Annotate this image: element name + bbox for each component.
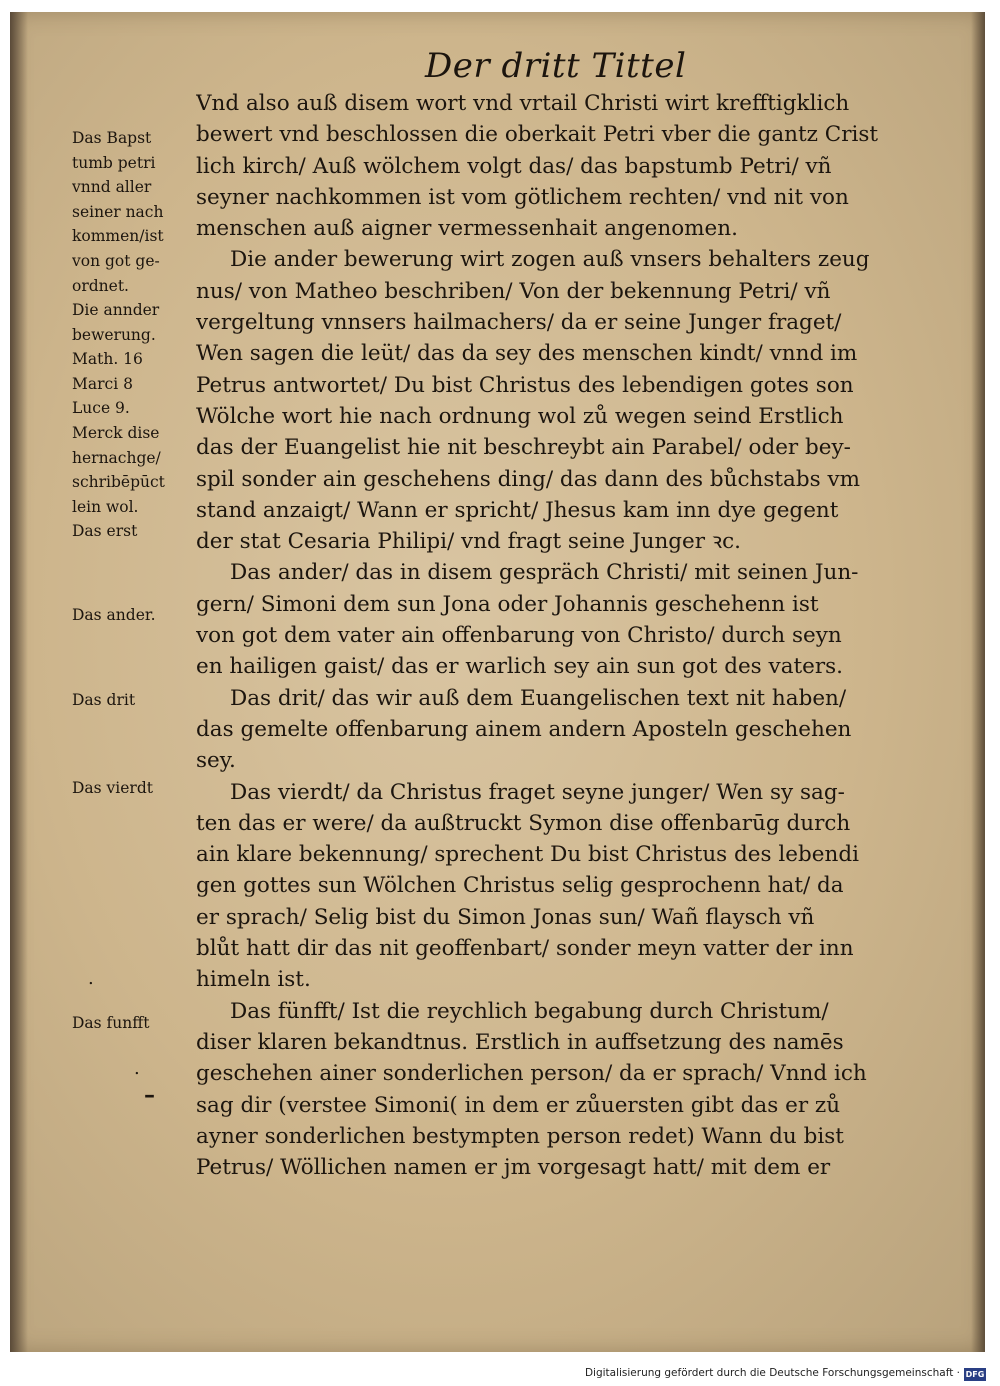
- margin-note-das-erst: [72, 519, 200, 544]
- margin-line: Das drit: [72, 691, 136, 709]
- text-line: ten das er were/ da außtruckt Symon dise offenbarūg durch: [196, 810, 851, 836]
- text-line: Das fünfft/ Ist die reychlich begabung durch Christum/: [230, 998, 829, 1024]
- margin-line: Das funfft: [72, 1014, 150, 1032]
- text-line: nus/ von Matheo beschriben/ Von der bekennung Petri/ vñ: [196, 278, 831, 304]
- text-line: vergeltung vnnsers hailmachers/ da er seine Junger fraget/: [196, 310, 842, 336]
- page-edge-right: [971, 12, 985, 1352]
- margin-line: vnnd aller: [72, 178, 152, 197]
- margin-line: seiner nach: [72, 202, 164, 221]
- margin-line: schribēpūct: [72, 473, 165, 492]
- margin-line: Math. 16: [72, 350, 143, 369]
- text-line: ain klare bekennung/ sprechent Du bist Christus des lebendi: [196, 842, 859, 868]
- text-line: Die ander bewerung wirt zogen auß vnsers behalters zeug: [230, 247, 870, 273]
- text-line: lich kirch/ Auß wölchem volgt das/ das bapstumb Petri/ vñ: [196, 153, 832, 179]
- text-line: blůt hatt dir das nit geoffenbart/ sonder meyn vatter der inn: [196, 936, 854, 962]
- margin-line: Das vierdt: [72, 779, 153, 797]
- margin-note-das-drit: [72, 688, 200, 713]
- text-line: spil sonder ain geschehens ding/ das dann des bůchstabs vm: [196, 466, 860, 492]
- margin-line: Merck dise: [72, 424, 160, 442]
- text-line: Das ander/ das in disem gespräch Christi/ mit seinen Jun-: [230, 560, 859, 586]
- text-line: von got dem vater ain offenbarung von Christo/ durch seyn: [196, 623, 842, 649]
- text-line: en hailigen gaist/ das er warlich sey ain sun got des vaters.: [196, 654, 844, 680]
- binding-shadow-left: [10, 12, 28, 1352]
- footer-bar: [0, 1364, 1000, 1386]
- margin-note-das-vierdt: [72, 776, 200, 801]
- text-line: bewert vnd beschlossen die oberkait Petri vber die gantz Crist: [196, 122, 879, 148]
- text-line: Wölche wort hie nach ordnung wol zů wegen seind Erstlich: [196, 403, 844, 429]
- text-line: Wen sagen die leüt/ das da sey des menschen kindt/ vnnd im: [196, 341, 858, 367]
- text-line: seyner nachkommen ist vom götlichem rechten/ vnd nit von: [196, 184, 849, 210]
- text-line: himeln ist.: [196, 967, 311, 993]
- text-line: gern/ Simoni dem sun Jona oder Johannis geschehenn ist: [196, 591, 819, 617]
- margin-dot-mark: .: [134, 1058, 140, 1079]
- main-text-block: [196, 88, 916, 1183]
- text-line: ayner sonderlichen bestympten person redet) Wann du bist: [196, 1123, 844, 1149]
- running-head: Der dritt Tittel: [425, 46, 687, 86]
- text-line: das gemelte offenbarung ainem andern Aposteln geschehen: [196, 716, 852, 742]
- margin-line: kommen/ist: [72, 227, 164, 246]
- text-line: sey.: [196, 748, 236, 774]
- text-line: das der Euangelist hie nit beschreybt ain Parabel/ oder bey-: [196, 435, 851, 461]
- margin-line: tumb petri: [72, 153, 156, 172]
- text-line: Petrus/ Wöllichen namen er jm vorgesagt hatt/ mit dem er: [196, 1155, 831, 1181]
- text-line: der stat Cesaria Philipi/ vnd fragt seine Junger ꝛc.: [196, 529, 741, 555]
- text-line: Das vierdt/ da Christus fraget seyne junger/ Wen sy sag-: [230, 779, 845, 805]
- funding-credit: Digitalisierung gefördert durch die Deutsche Forschungsgemeinschaft ·: [584, 1367, 960, 1379]
- margin-dot-mark: .: [88, 968, 94, 989]
- margin-note-second-proof: [72, 298, 200, 421]
- margin-line: lein wol.: [72, 497, 139, 516]
- margin-dash-mark: –: [144, 1082, 155, 1108]
- text-line: er sprach/ Selig bist du Simon Jonas sun/ Wañ flaysch vñ: [196, 904, 815, 930]
- text-line: Das drit/ das wir auß dem Euangelischen text nit haben/: [230, 685, 847, 711]
- margin-line: Luce 9.: [72, 399, 130, 418]
- margin-line: bewerung.: [72, 325, 156, 344]
- dfg-logo: DFG: [965, 1370, 985, 1379]
- margin-line: Das ander.: [72, 606, 156, 624]
- margin-note-merck: [72, 421, 200, 519]
- margin-line: Marci 8: [72, 374, 133, 393]
- text-line: geschehen ainer sonderlichen person/ da er sprach/ Vnnd ich: [196, 1061, 867, 1087]
- margin-line: hernachge/: [72, 448, 161, 467]
- margin-note-papacy: [72, 126, 200, 298]
- text-line: sag dir (verstee Simoni( in dem er zůuersten gibt das er zů: [196, 1092, 841, 1118]
- margin-note-das-funfft: [72, 1011, 200, 1036]
- margin-line: Das erst: [72, 522, 138, 540]
- text-line: Petrus antwortet/ Du bist Christus des lebendigen gotes son: [196, 372, 854, 398]
- margin-note-das-ander: [72, 603, 200, 628]
- text-line: gen gottes sun Wölchen Christus selig gesprochenn hat/ da: [196, 873, 844, 899]
- margin-line: von got ge-: [72, 251, 160, 270]
- text-line: stand anzaigt/ Wann er spricht/ Jhesus kam inn dye gegent: [196, 497, 839, 523]
- text-line: Vnd also auß disem wort vnd vrtail Christi wirt krefftigklich: [196, 91, 850, 116]
- text-line: diser klaren bekandtnus. Erstlich in auffsetzung des namēs: [196, 1029, 844, 1055]
- margin-line: Das Bapst: [72, 129, 152, 147]
- margin-line: ordnet.: [72, 276, 129, 295]
- text-line: menschen auß aigner vermessenhait angenomen.: [196, 216, 738, 242]
- margin-line: Die annder: [72, 301, 160, 319]
